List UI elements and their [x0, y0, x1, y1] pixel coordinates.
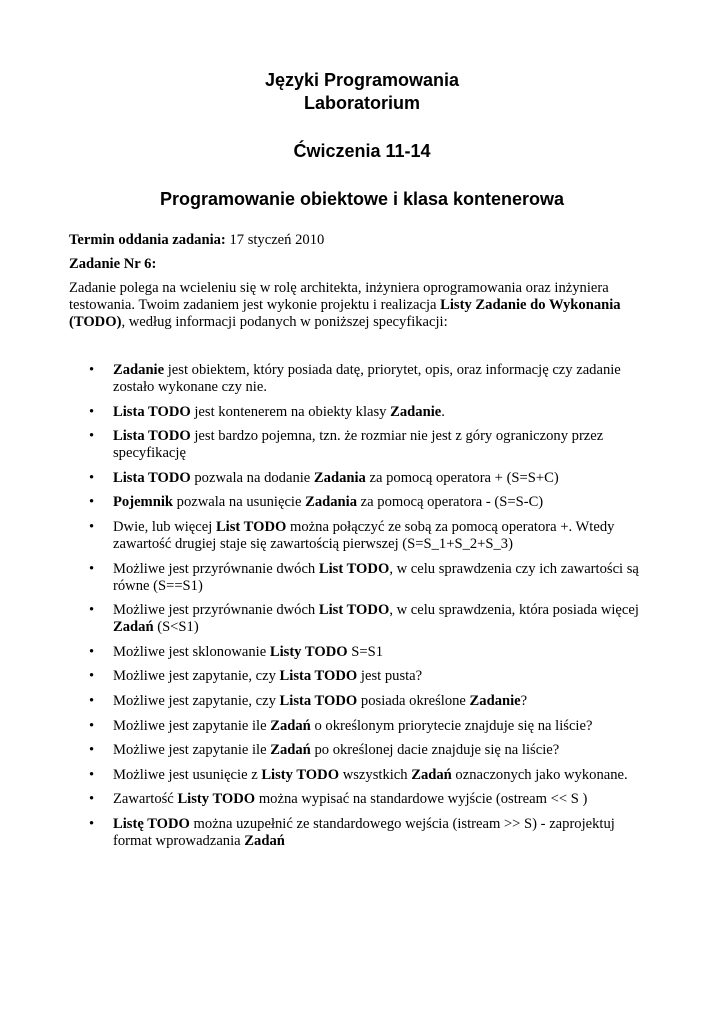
list-item-text: Zawartość — [113, 791, 178, 808]
bullet-marker: • — [89, 602, 95, 619]
list-item-text: . — [441, 403, 445, 420]
list-item-bold-text: Zadań — [270, 717, 311, 734]
bullet-marker: • — [89, 469, 95, 486]
bullet-marker: • — [89, 643, 95, 660]
specification-list — [69, 362, 649, 858]
list-item — [69, 470, 649, 487]
list-item-bold-text: Lista TODO — [113, 403, 191, 420]
list-item-bold-text: Listy TODO — [269, 643, 348, 660]
list-item-text: można wypisać na standardowe wyjście (ostream << S ) — [255, 791, 588, 808]
list-item — [69, 644, 649, 661]
list-item — [69, 668, 649, 685]
bullet-marker: • — [89, 362, 95, 378]
bullet-marker: • — [89, 815, 95, 832]
list-item — [69, 404, 649, 421]
list-item-text: można połączyć ze sobą za pomocą operatora +. Wtedy zawartość drugiej staje się zawartością pierwszej (S=S_1+S_2+S_3) — [113, 518, 615, 552]
task-number-label: Zadanie Nr 6: — [69, 256, 157, 272]
list-item-bold-text: Listę TODO — [113, 815, 190, 832]
list-item-bold-text: Lista TODO — [279, 692, 358, 709]
bullet-marker: • — [89, 494, 95, 511]
list-item-text: Dwie, lub więcej — [113, 518, 216, 535]
list-item-text: o określonym priorytecie znajduje się na liście? — [310, 717, 593, 734]
list-item-bold-text: Zadania — [313, 469, 366, 486]
list-item-text: za pomocą operatora + (S=S+C) — [365, 469, 559, 486]
list-item-text: Możliwe jest zapytanie, czy — [113, 668, 280, 685]
list-item-bold-text: Zadań — [270, 742, 311, 759]
list-item — [69, 519, 649, 553]
list-item-bold-text: Listy TODO — [177, 791, 256, 808]
list-item-bold-text: Lista TODO — [113, 428, 191, 445]
course-title: Języki Programowania — [264, 70, 460, 90]
list-item-text: , w celu sprawdzenia, która posiada więcej — [389, 602, 639, 619]
list-item-text: pozwala na dodanie — [190, 469, 314, 486]
list-item-bold-text: Zadanie — [469, 692, 521, 709]
list-item-bold-text: Listy TODO — [261, 766, 340, 783]
list-item — [69, 494, 649, 511]
list-item-text: ? — [520, 692, 528, 709]
bullet-marker: • — [89, 717, 95, 734]
subject-heading: Programowanie obiektowe i klasa kontenerowa — [159, 189, 565, 209]
list-item-text: Możliwe jest zapytanie, czy — [113, 692, 280, 709]
exercises-heading: Ćwiczenia 11-14 — [293, 141, 431, 161]
list-item-bold-text: Zadania — [305, 494, 358, 511]
list-item-text: S=S1 — [347, 643, 384, 660]
list-item — [69, 602, 649, 636]
bullet-marker: • — [89, 428, 95, 445]
bullet-marker: • — [89, 766, 95, 783]
list-item — [69, 742, 649, 759]
list-item — [69, 767, 649, 784]
list-item-text: jest kontenerem na obiekty klasy — [190, 403, 391, 420]
list-item — [69, 561, 649, 595]
list-item-bold-text: Zadań — [244, 832, 285, 849]
bullet-marker: • — [89, 692, 95, 709]
deadline-value: 17 styczeń 2010 — [225, 232, 325, 248]
deadline-line — [69, 232, 649, 249]
list-item-text: Możliwe jest zapytanie ile — [113, 717, 271, 734]
list-item-bold-text: Zadań — [113, 619, 154, 636]
list-item-text: posiada określone — [357, 692, 470, 709]
list-item-bold-text: Lista TODO — [279, 668, 358, 685]
list-item-text: (S<S1) — [153, 619, 199, 636]
bullet-marker: • — [89, 668, 95, 685]
list-item-text: Możliwe jest przyrównanie dwóch — [113, 602, 319, 619]
list-item-bold-text: List TODO — [215, 518, 287, 535]
list-item-text: Możliwe jest przyrównanie dwóch — [113, 560, 319, 577]
list-item-text: jest obiektem, który posiada datę, priorytet, opis, oraz informację czy zadanie zostało wykonane czy nie. — [113, 362, 621, 395]
bullet-marker: • — [89, 403, 95, 420]
list-item-bold-text: Lista TODO — [113, 469, 191, 486]
intro-bold: Listy Zadanie do Wykonania (TODO) — [69, 297, 621, 330]
list-item-text: jest bardzo pojemna, tzn. że rozmiar nie jest z góry ograniczony przez specyfikację — [113, 428, 604, 462]
intro-paragraph — [69, 280, 649, 331]
list-item-text: oznaczonych jako wykonane. — [451, 766, 628, 783]
list-item-text: Możliwe jest zapytanie ile — [113, 742, 271, 759]
list-item — [69, 791, 649, 808]
list-item — [69, 693, 649, 710]
list-item-text: po określonej dacie znajduje się na liście? — [310, 742, 560, 759]
list-item — [69, 428, 649, 462]
list-item-text: Możliwe jest sklonowanie — [113, 643, 270, 660]
list-item-text: Możliwe jest usunięcie z — [113, 766, 262, 783]
bullet-marker: • — [89, 518, 95, 535]
list-item-bold-text: Zadań — [411, 766, 452, 783]
list-item-text: , w celu sprawdzenia czy ich zawartości są równe (S==S1) — [113, 560, 639, 594]
task-number — [69, 256, 649, 273]
list-item-text: można uzupełnić ze standardowego wejścia (istream >> S) - zaprojektuj format wprowadzania — [113, 815, 615, 849]
list-item-text: wszystkich — [339, 766, 412, 783]
list-item-text: za pomocą operatora - (S=S-C) — [357, 494, 544, 511]
list-item — [69, 362, 649, 396]
list-item-bold-text: Pojemnik — [113, 494, 173, 511]
bullet-marker: • — [89, 560, 95, 577]
list-item — [69, 816, 649, 850]
intro-text-1: Zadanie polega na wcieleniu się w rolę architekta, inżyniera oprogramowania oraz inżyniera testowania. Twoim zadaniem jest wykonie projektu i realizacja — [69, 280, 609, 313]
list-item-text: jest pusta? — [357, 668, 423, 685]
list-item-bold-text: Zadanie — [113, 362, 165, 378]
course-subtitle: Laboratorium — [303, 93, 420, 113]
intro-text-2: , według informacji podanych w poniższej specyfikacji: — [121, 314, 448, 330]
bullet-marker: • — [89, 791, 95, 808]
list-item — [69, 718, 649, 735]
list-item-bold-text: List TODO — [318, 602, 390, 619]
deadline-label: Termin oddania zadania: — [69, 232, 226, 248]
list-item-text: pozwala na usunięcie — [173, 494, 306, 511]
list-item-bold-text: List TODO — [318, 560, 390, 577]
list-item-bold-text: Zadanie — [390, 403, 442, 420]
bullet-marker: • — [89, 742, 95, 759]
